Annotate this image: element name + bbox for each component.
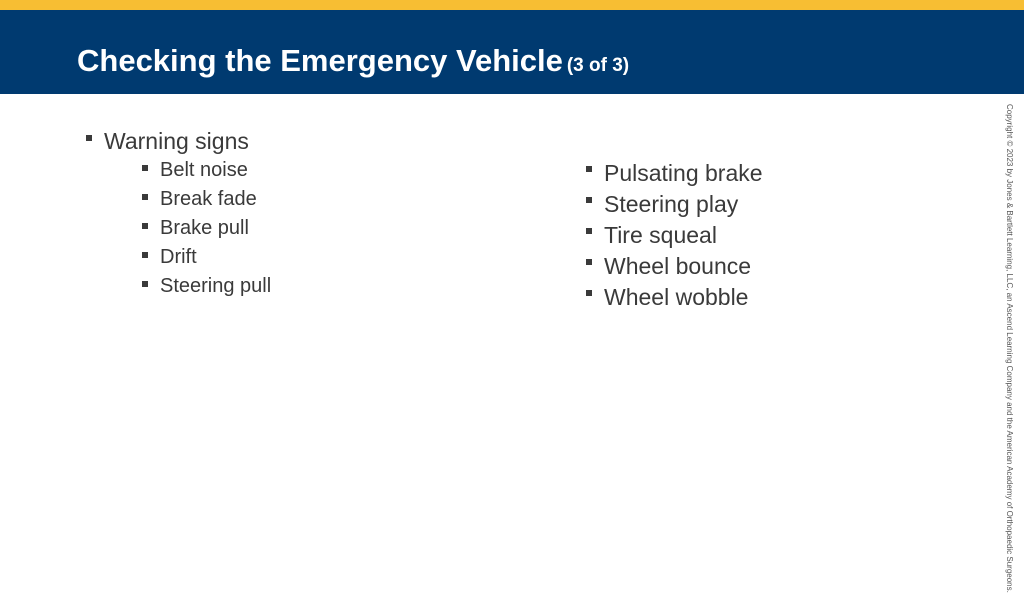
slide-title-text: Checking the Emergency Vehicle [77, 43, 563, 78]
list-item-warning-signs [86, 127, 271, 301]
list-item-label: Steering play [604, 191, 739, 217]
list-item-label: Belt noise [160, 159, 248, 181]
bullet-icon [586, 290, 592, 296]
list-item [586, 220, 763, 251]
bullet-icon [586, 197, 592, 203]
bullet-list-right [586, 158, 763, 313]
list-item [586, 189, 763, 220]
list-item-label: Warning signs [104, 128, 249, 154]
bullet-icon [142, 194, 148, 200]
copyright-notice: Copyright © 2023 by Jones & Bartlett Learning, LLC, an Ascend Learning Company and the American Academy of Orthopaedic Surgeons. [1005, 104, 1014, 593]
list-item [142, 185, 271, 214]
accent-bar [0, 0, 1024, 10]
list-item-label: Pulsating brake [604, 160, 763, 186]
list-item-label: Tire squeal [604, 222, 717, 248]
list-item-label: Wheel bounce [604, 253, 752, 279]
list-item [142, 272, 271, 301]
bullet-icon [142, 281, 148, 287]
list-item [586, 158, 763, 189]
bullet-icon [586, 228, 592, 234]
bullet-list-left [86, 127, 271, 301]
bullet-icon [142, 252, 148, 258]
bullet-icon [142, 223, 148, 229]
list-item [142, 156, 271, 185]
bullet-icon [586, 259, 592, 265]
list-item-label: Break fade [160, 188, 257, 210]
list-item-label: Brake pull [160, 217, 249, 239]
list-item [586, 251, 763, 282]
list-item [586, 282, 763, 313]
slide-title-part-indicator: (3 of 3) [566, 55, 630, 76]
bullet-icon [142, 165, 148, 171]
sub-bullet-list [142, 156, 271, 301]
list-item-label: Steering pull [160, 275, 272, 297]
list-item [142, 214, 271, 243]
list-item [142, 243, 271, 272]
left-column [86, 127, 271, 301]
right-column [586, 158, 763, 313]
slide-title [77, 43, 629, 84]
title-banner [0, 10, 1024, 94]
list-item-label: Wheel wobble [604, 284, 749, 310]
list-item-label: Drift [160, 246, 197, 268]
bullet-icon [586, 166, 592, 172]
bullet-icon [86, 135, 92, 141]
